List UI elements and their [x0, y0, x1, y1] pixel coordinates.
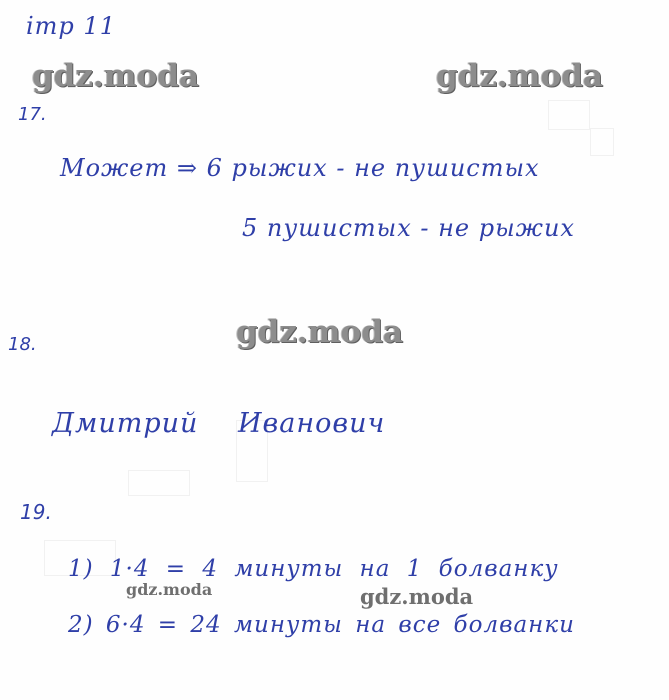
watermark-bottom-left: gdz.moda: [126, 580, 213, 599]
task-number-17: 17.: [18, 104, 47, 125]
watermark-bottom-center: gdz.moda: [360, 584, 474, 609]
ghost-mark: [548, 100, 590, 130]
watermark-top-left: gdz.moda: [32, 58, 199, 94]
task-number-19: 19.: [20, 500, 52, 524]
ghost-mark: [128, 470, 190, 496]
page-reference: ітр 11: [26, 12, 116, 40]
task-number-18: 18.: [8, 334, 37, 355]
task-17-line-1: Может ⇒ 6 рыжих - не пушистых: [60, 154, 540, 182]
task-18-line-1: Дмитрий Иванович: [52, 408, 386, 439]
watermark-center: gdz.moda: [236, 314, 403, 350]
task-19-line-2: 2) 6·4 = 24 минуты на все болванки: [68, 612, 575, 638]
watermark-top-right: gdz.moda: [436, 58, 603, 94]
task-19-line-1: 1) 1·4 = 4 минуты на 1 болванку: [68, 556, 559, 582]
task-17-line-2: 5 пушистых - не рыжих: [242, 214, 575, 242]
ghost-mark: [590, 128, 614, 156]
